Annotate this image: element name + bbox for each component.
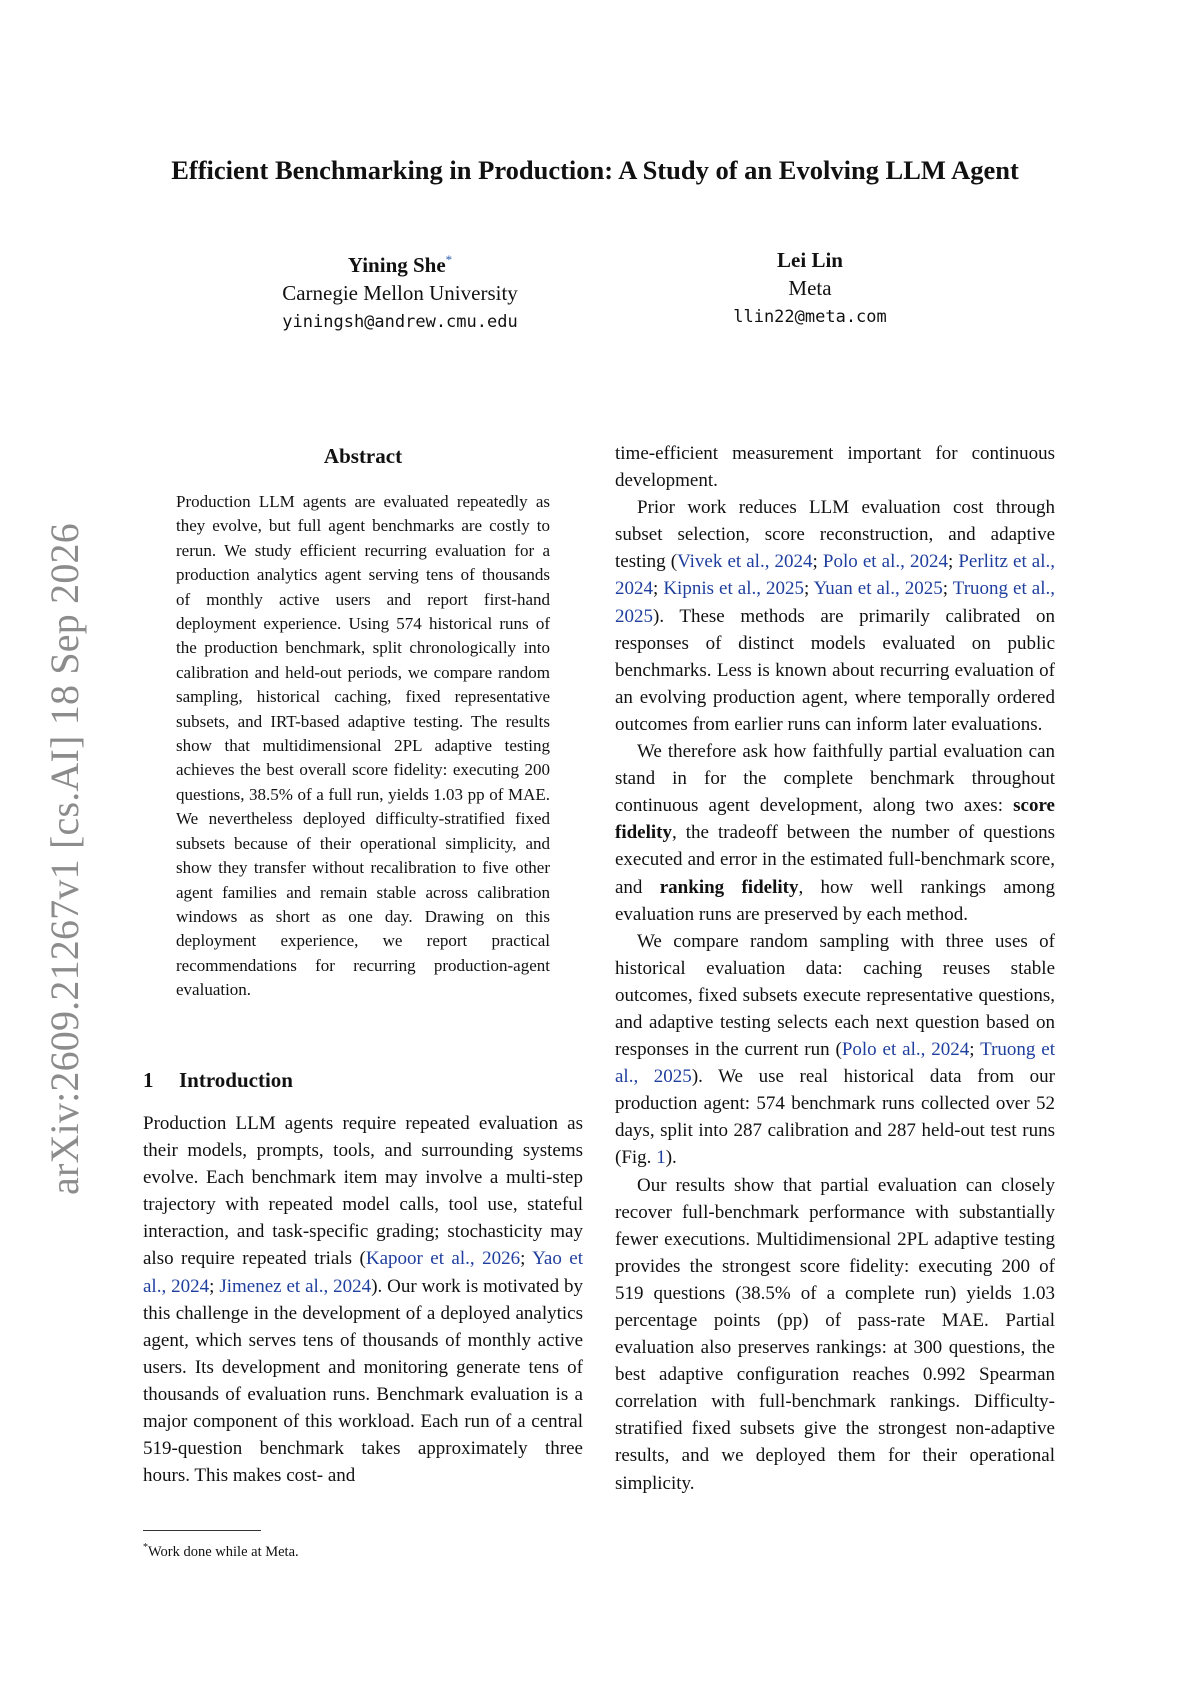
section-heading-introduction bbox=[143, 1066, 293, 1094]
paper-title: Efficient Benchmarking in Production: A Study of an Evolving LLM Agent bbox=[171, 155, 1019, 185]
author-affiliation: Carnegie Mellon University bbox=[282, 281, 518, 305]
paragraph: We compare random sampling with three uses of historical evaluation data: caching reuses stable outcomes, fixed subsets execute representative questions, and adaptive testing selects each next question based on responses in the current run (Polo et al., 2024; Truong et al., 2025). We use real historical data from our production agent: 574 benchmark runs collected over 52 days, split into 287 calibration and 287 held-out test runs (Fig. 1). bbox=[615, 930, 1055, 1169]
author-name: Yining She* bbox=[347, 252, 453, 277]
author-block-2 bbox=[620, 246, 1000, 332]
footnote-divider bbox=[143, 1530, 261, 1531]
introduction-paragraph: Production LLM agents require repeated evaluation as their models, prompts, tools, and surrounding systems evolve. Each benchmark item may involve a multi-step trajectory with repeated model calls, tool use, stateful interaction, and task-specific grading; stochasticity may also require repeated trials (Kapoor et al., 2026; Yao et al., 2024; Jimenez et al., 2024). Our work is motivated by this challenge in the development of a deployed analytics agent, which serves tens of thousands of monthly active users. Its development and monitoring generate tens of thousands of evaluation runs. Benchmark evaluation is a major component of this workload. Each run of a central 519-question benchmark takes approximately three hours. This makes cost- and bbox=[143, 1113, 584, 1487]
bold-term: ranking fidelity bbox=[659, 876, 799, 898]
citation-link[interactable]: Vivek et al., 2024 bbox=[677, 551, 813, 573]
footnote bbox=[143, 1538, 583, 1562]
paragraph: We therefore ask how faithfully partial evaluation can stand in for the complete benchmark throughout continuous agent development, along two axes: score fidelity, the tradeoff between the number of questions executed and error in the estimated full-benchmark score, and ranking fidelity, how well rankings among evaluation runs are preserved by each method. bbox=[615, 741, 1056, 925]
bold-term: score fidelity bbox=[615, 795, 1055, 844]
citation-link[interactable]: Yuan et al., 2025 bbox=[813, 578, 943, 600]
citation-link[interactable]: Polo et al., 2024 bbox=[822, 551, 948, 573]
right-column-text bbox=[615, 440, 1055, 1497]
arxiv-identifier-stamp: arXiv:2609.21267v1 [cs.AI] 18 Sep 2026 bbox=[42, 523, 87, 1195]
paragraph: Prior work reduces LLM evaluation cost through subset selection, score reconstruction, and adaptive testing (Vivek et al., 2024; Polo et al., 2024; Perlitz et al., 2024; Kipnis et al., 2025; Yuan et al., 2025; Truong et al., 2025). These methods are primarily calibrated on responses of distinct models evaluated on public benchmarks. Less is known about recurring evaluation of an evolving production agent, where temporally ordered outcomes from earlier runs can inform later evaluations. bbox=[615, 497, 1056, 735]
author-block-1 bbox=[210, 246, 590, 337]
citation-link[interactable]: Polo et al., 2024 bbox=[841, 1039, 970, 1061]
citation-link[interactable]: Truong et al., 2025 bbox=[615, 1039, 1055, 1088]
citation-link[interactable]: Kipnis et al., 2025 bbox=[663, 578, 805, 600]
author-email: llin22@meta.com bbox=[733, 307, 887, 327]
paragraph: Our results show that partial evaluation can closely recover full-benchmark performance with substantially fewer executions. Multidimensional 2PL adaptive testing provides the strongest score fidelity: executing 200 of 519 questions (38.5% of a complete run) yields 1.03 percentage points (pp) of pass-rate MAE. Partial evaluation also preserves rankings: at 300 questions, the best adaptive configuration reaches 0.992 Spearman correlation with full-benchmark rankings. Difficulty-stratified fixed subsets give the strongest non-adaptive results, and we deployed them for their operational simplicity. bbox=[615, 1174, 1055, 1494]
footnote-mark-link[interactable]: * bbox=[445, 252, 453, 267]
footnote-mark: * bbox=[143, 1542, 148, 1553]
section-number: 1 bbox=[143, 1068, 154, 1092]
section-title: Introduction bbox=[179, 1068, 293, 1092]
paragraph: time-efficient measurement important for continuous development. bbox=[615, 443, 1055, 492]
figure-reference-link[interactable]: 1 bbox=[656, 1147, 666, 1169]
author-email: yiningsh@andrew.cmu.edu bbox=[282, 312, 518, 332]
citation-link[interactable]: Truong et al., 2025 bbox=[615, 578, 1056, 627]
citation-link[interactable]: Yao et al., 2024 bbox=[143, 1248, 584, 1297]
abstract-heading: Abstract bbox=[323, 444, 403, 468]
citation-link[interactable]: Kapoor et al., 2026 bbox=[365, 1248, 521, 1270]
abstract-text: Production LLM agents are evaluated repeatedly as they evolve, but full agent benchmarks are costly to rerun. We study efficient recurring evaluation for a production analytics agent serving tens of thousands of monthly active users and report first-hand deployment experience. Using 574 historical runs of the production benchmark, split chronologically into calibration and held-out periods, we compare random sampling, historical caching, fixed representative subsets, and IRT-based adaptive testing. The results show that multidimensional 2PL adaptive testing achieves the best overall score fidelity: executing 200 questions, 38.5% of a full run, yields 1.03 pp of MAE. We nevertheless deployed difficulty-stratified fixed subsets because of their operational simplicity, and show they transfer without recalibration to five other agent families and remain stable across calibration windows as short as one day. Drawing on this deployment experience, we report practical recommendations for recurring production-agent evaluation. bbox=[176, 492, 550, 1000]
citation-link[interactable]: Jimenez et al., 2024 bbox=[219, 1275, 372, 1297]
citation-link[interactable]: Perlitz et al., 2024 bbox=[615, 551, 1056, 600]
author-affiliation: Meta bbox=[788, 276, 832, 300]
footnote-text: Work done while at Meta. bbox=[148, 1543, 299, 1560]
author-name: Lei Lin bbox=[777, 248, 843, 272]
